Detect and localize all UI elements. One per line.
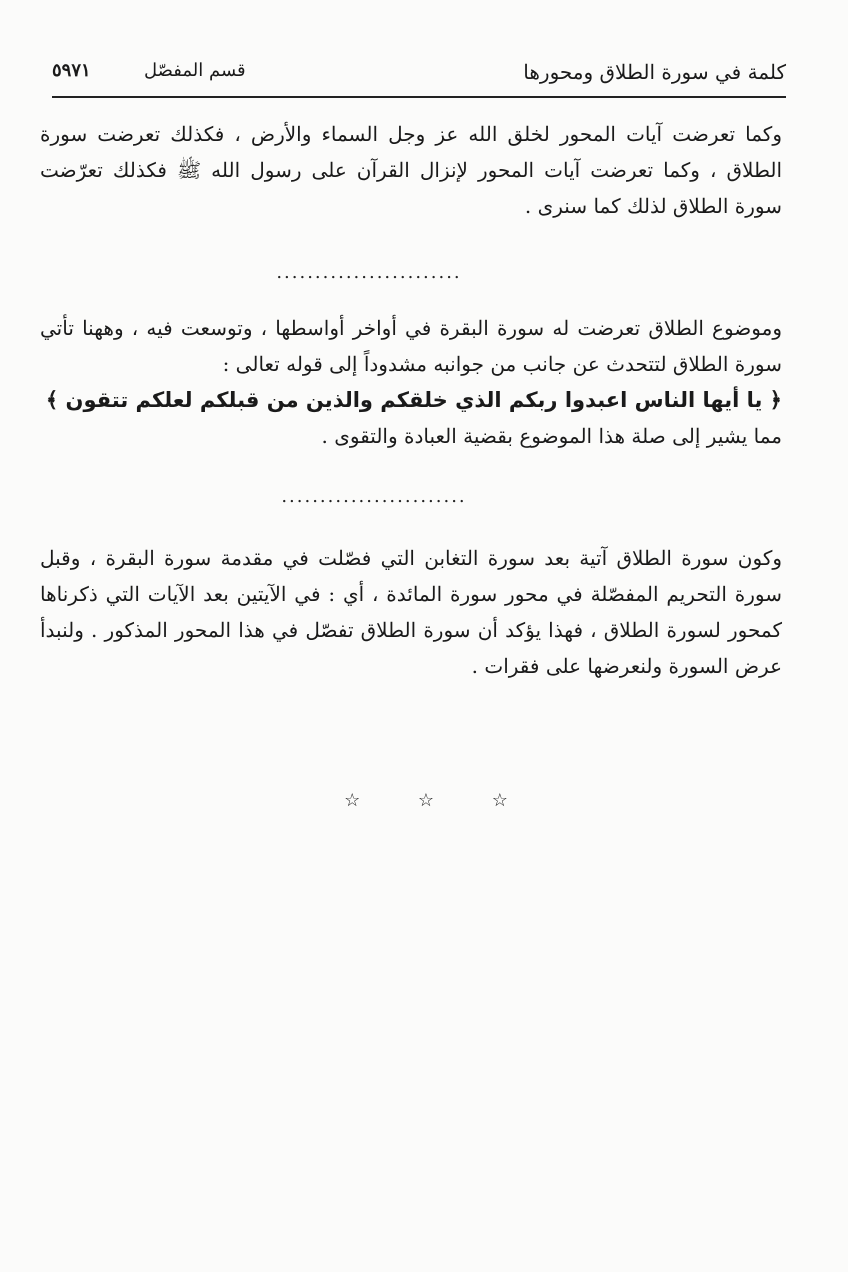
separator-1: ........................ bbox=[276, 262, 462, 283]
paragraph-1: وكما تعرضت آيات المحور لخلق الله عز وجل السماء والأرض ، فكذلك تعرضت سورة الطلاق ، وكما تعرضت آيات المحور لإنزال القرآن على رسول الله ﷺ فكذلك تعرّضت سورة الطلاق لذلك كما سنرى . bbox=[40, 122, 782, 218]
page-number: ٥٩٧١ bbox=[52, 60, 91, 81]
section-name: قسم المفصّل bbox=[144, 60, 246, 81]
paragraph-2 bbox=[40, 310, 782, 454]
header-rule bbox=[52, 96, 786, 98]
paragraph-2-intro: وموضوع الطلاق تعرضت له سورة البقرة في أواخر أواسطها ، وتوسعت فيه ، وههنا تأتي سورة الطلاق لتتحدث عن جانب من جوانبه مشدوداً إلى قوله تعالى : bbox=[40, 316, 782, 376]
end-stars: ☆ ☆ ☆ bbox=[344, 790, 534, 811]
running-title: كلمة في سورة الطلاق ومحورها bbox=[523, 60, 786, 84]
paragraph-2-conclusion: مما يشير إلى صلة هذا الموضوع بقضية العبادة والتقوى . bbox=[321, 424, 782, 448]
separator-2: ........................ bbox=[281, 486, 467, 507]
quran-verse: ﴿ يا أيها الناس اعبدوا ربكم الذي خلقكم والذين من قبلكم لعلكم تتقون ﴾ bbox=[45, 388, 782, 412]
paragraph-3: وكون سورة الطلاق آتية بعد سورة التغابن التي فصّلت في مقدمة سورة البقرة ، وقبل سورة التحريم المفصّلة في محور سورة المائدة ، أي : في الآيتين بعد الآيات التي ذكرناها كمحور لسورة الطلاق ، فهذا يؤكد أن سورة الطلاق تفصّل في هذا المحور المذكور . ولنبدأ عرض السورة ولنعرضها على فقرات . bbox=[40, 546, 782, 678]
page-header bbox=[52, 58, 786, 96]
